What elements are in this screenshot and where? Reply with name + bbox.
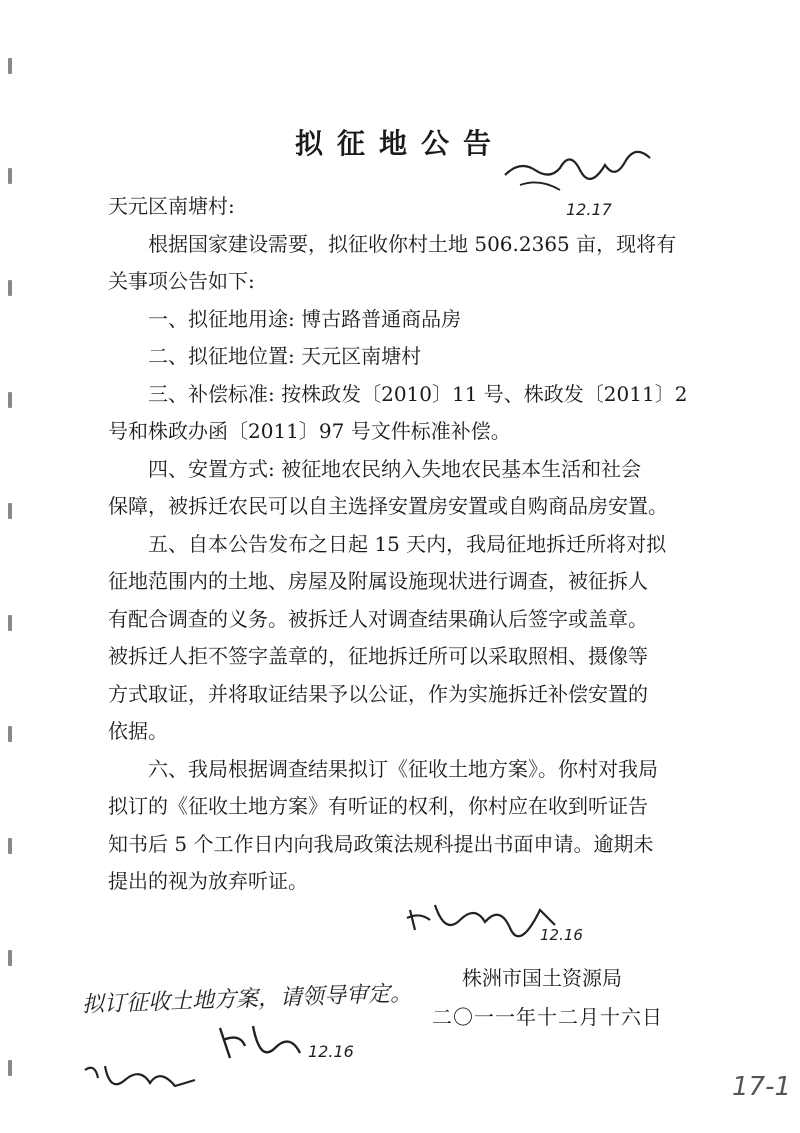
paragraph-line: 五、自本公告发布之日起 15 天内，我局征地拆迁所将对拟 [148,531,667,556]
paragraph-line: 根据国家建设需要，拟征收你村土地 506.2365 亩，现将有 [148,231,677,256]
paragraph-line: 号和株政办函〔2011〕97 号文件标准补偿。 [108,419,511,443]
punch-mark [8,392,12,408]
handwritten-date-top: 12.17 [566,200,612,219]
paragraph-line: 征地范围内的土地、房屋及附属设施现状进行调查，被征拆人 [108,569,648,593]
punch-mark [8,950,12,966]
paragraph-line: 六、我局根据调查结果拟订《征收土地方案》。你村对我局 [148,756,658,781]
paragraph-line: 提出的视为放弃听证。 [108,869,308,893]
paragraph-line: 被拆迁人拒不签字盖章的，征地拆迁所可以采取照相、摄像等 [108,644,648,668]
notice-body [108,188,712,901]
paragraph-line: 拟订的《征收土地方案》有听证的权利，你村应在收到听证告 [108,794,648,818]
handwritten-note: 拟订征收土地方案，请领导审定。 [81,981,413,1018]
paragraph-line: 依据。 [108,719,168,743]
issue-date: 二〇一一年十二月十六日 [432,1005,663,1029]
punch-mark [8,168,12,184]
paragraph-line: 二、拟征地位置: 天元区南塘村 [148,344,422,368]
punch-mark [8,838,12,854]
paragraph-line: 关事项公告如下: [108,269,255,293]
page-title: 拟征地公告 [294,127,505,160]
punch-mark [8,503,12,519]
handwritten-date-mid: 12.16 [540,926,583,944]
punch-mark [8,615,12,631]
paragraph-line: 三、补偿标准: 按株政发〔2010〕11 号、株政发〔2011〕2 [148,381,688,406]
punch-mark [8,58,12,74]
paragraph-line: 一、拟征地用途: 博古路普通商品房 [148,306,462,331]
paragraph-line: 方式取证，并将取证结果予以公证，作为实施拆迁补偿安置的 [108,681,648,706]
paragraph-line: 有配合调查的义务。被拆迁人对调查结果确认后签字或盖章。 [108,606,648,631]
handwritten-note-date: 12.16 [308,1042,354,1061]
issuing-organization: 株洲市国土资源局 [462,966,622,990]
punch-mark [8,1060,12,1076]
page-mark: 17-1 [732,1072,792,1102]
paragraph-line: 保障，被拆迁农民可以自主选择安置房安置或自购商品房安置。 [108,494,668,518]
punch-mark [8,280,12,296]
handwritten-signature-note [215,1018,305,1068]
paragraph-line: 四、安置方式: 被征地农民纳入失地农民基本生活和社会 [148,456,642,481]
handwritten-signature-bottom [80,1058,200,1098]
paragraph-line: 知书后 5 个工作日内向我局政策法规科提出书面申请。逾期未 [108,831,654,856]
addressee: 天元区南塘村: [108,194,235,218]
punch-mark [8,726,12,742]
